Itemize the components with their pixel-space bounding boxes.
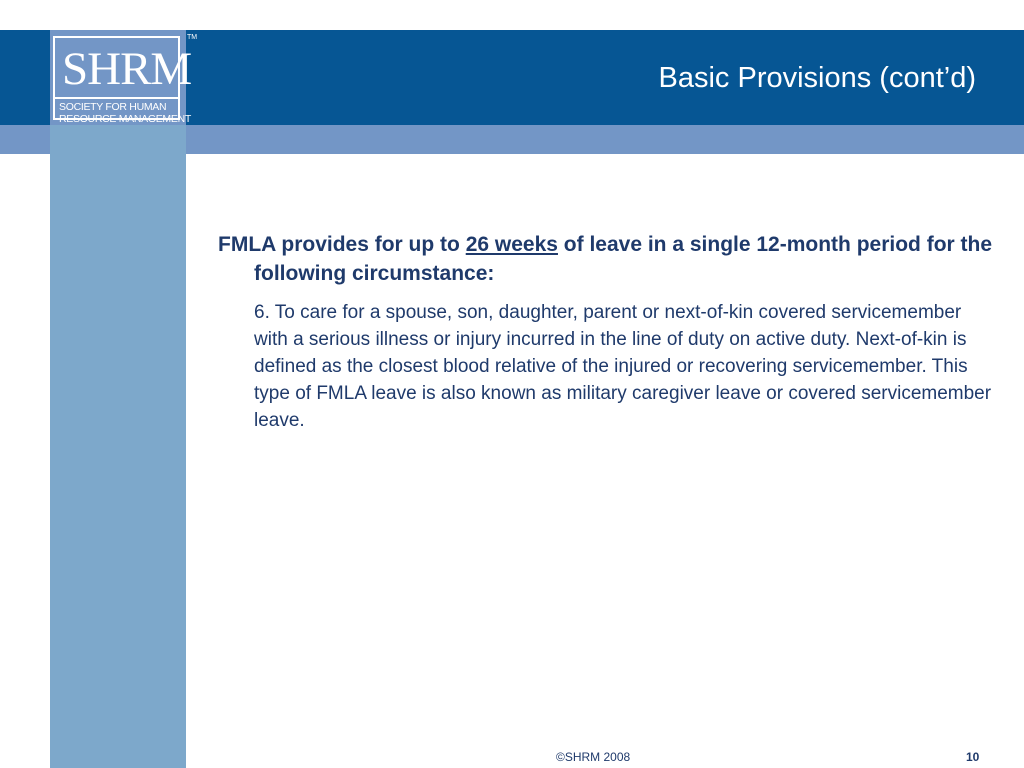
logo-tagline-line2: RESOURCE MANAGEMENT bbox=[59, 113, 191, 125]
bullet-heading bbox=[218, 230, 998, 288]
footer-copyright: ©SHRM 2008 bbox=[556, 750, 631, 764]
slide-body bbox=[218, 230, 998, 434]
heading-text-end: of leave in a single 12-month period for the following circumstance: bbox=[254, 233, 993, 285]
weeks-emphasis: 26 weeks bbox=[465, 233, 558, 256]
heading-text-start: FMLA provides for up to bbox=[218, 233, 466, 256]
logo-divider bbox=[55, 97, 178, 99]
logo-letters: SHRM bbox=[62, 43, 192, 95]
sub-bullet-detail: 6. To care for a spouse, son, daughter, parent or next-of-kin covered servicemember with a serious illness or injury incurred in the line of duty on active duty. Next-of-kin is defined as the closest blood relative of the injured or recovering servicemember. This type of FMLA leave is also known as military caregiver leave or covered servicemember leave. bbox=[254, 302, 992, 431]
left-sidebar-column bbox=[50, 30, 186, 768]
shrm-logo bbox=[50, 30, 198, 125]
page-number: 10 bbox=[966, 750, 980, 764]
trademark-mark: TM bbox=[187, 34, 198, 41]
logo-tagline-line1: SOCIETY FOR HUMAN bbox=[59, 101, 167, 113]
logo-frame bbox=[53, 36, 192, 125]
slide-title: Basic Provisions (cont’d) bbox=[658, 62, 976, 94]
